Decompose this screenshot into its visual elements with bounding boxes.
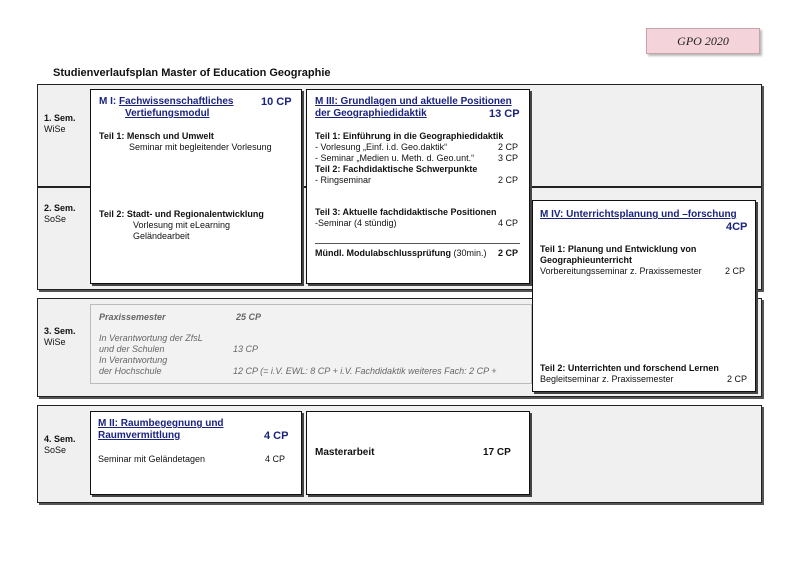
m4-teil1-item-cp: 2 CP: [725, 266, 746, 276]
module-m1-box: [90, 89, 302, 284]
praxissemester-box: [90, 304, 532, 384]
m1-teil2-sub1: Vorlesung mit eLearning: [133, 220, 231, 230]
praxis-zfsl-line1: In Verantwortung der ZfsL: [99, 333, 203, 343]
m1-title: M I: Fachwissenschaftliches: [99, 96, 234, 107]
m4-teil2-item-cp: 2 CP: [727, 374, 748, 384]
m2-cp: 4 CP: [264, 430, 289, 442]
module-m4-box: [532, 200, 756, 392]
m4-teil1-line2: Geographieunterricht: [540, 255, 633, 265]
m3-cp: 13 CP: [489, 108, 520, 120]
praxis-zfsl-line2: und der Schulen: [99, 344, 165, 354]
masterarbeit-label: Masterarbeit: [315, 447, 375, 458]
semester-label-2: 2. Sem. SoSe: [44, 203, 76, 224]
m3-item1-label: - Vorlesung „Einf. i.d. Geo.daktik“: [315, 142, 448, 152]
m3-title-line1: M III: Grundlagen und aktuelle Positionen: [315, 96, 512, 107]
module-m3-box: [306, 89, 530, 284]
semester-label-1: 1. Sem. WiSe: [44, 113, 76, 134]
praxis-cp: 25 CP: [236, 312, 262, 322]
m2-item-label: Seminar mit Geländetagen: [98, 454, 206, 464]
m3-exam: Mündl. Modulabschlussprüfung (30min.): [315, 248, 487, 258]
praxis-hs-line2: der Hochschule: [99, 366, 162, 376]
m1-teil2-sub2: Geländearbeit: [133, 231, 190, 241]
m2-title-line1: M II: Raumbegegnung und: [98, 418, 224, 429]
masterarbeit-box: [306, 411, 530, 495]
m4-cp: 4CP: [726, 221, 748, 233]
m3-teil3: Teil 3: Aktuelle fachdidaktische Positionen: [315, 207, 497, 217]
gpo-badge: GPO 2020: [646, 28, 760, 54]
m1-title-line2: Vertiefungsmodul: [125, 108, 210, 119]
m3-teil2: Teil 2: Fachdidaktische Schwerpunkte: [315, 164, 478, 174]
m1-teil2: Teil 2: Stadt- und Regionalentwicklung: [99, 209, 264, 219]
semester-label-4: 4. Sem. SoSe: [44, 434, 76, 455]
m3-title-line2: der Geographiedidaktik: [315, 108, 427, 119]
m3-exam-cp: 2 CP: [498, 248, 519, 258]
m4-teil2: Teil 2: Unterrichten und forschend Lernen: [540, 363, 719, 373]
m1-teil1: Teil 1: Mensch und Umwelt: [99, 131, 214, 141]
m3-divider: [315, 243, 520, 244]
praxis-zfsl-cp: 13 CP: [233, 344, 259, 354]
module-m2-box: [90, 411, 302, 495]
m3-item4-cp: 4 CP: [498, 218, 519, 228]
m2-title-line2: Raumvermittlung: [98, 430, 181, 441]
m3-item2-label: - Seminar „Medien u. Meth. d. Geo.unt.“: [315, 153, 475, 163]
semester-label-3: 3. Sem. WiSe: [44, 326, 76, 347]
m1-teil1-sub: Seminar mit begleitender Vorlesung: [129, 142, 272, 152]
page-title: Studienverlaufsplan Master of Education Geographie: [53, 67, 331, 79]
m3-item3-label: - Ringseminar: [315, 175, 372, 185]
m4-teil1-item-label: Vorbereitungsseminar z. Praxissemester: [540, 266, 702, 276]
masterarbeit-cp: 17 CP: [483, 447, 511, 458]
praxis-hs-line1: In Verantwortung: [99, 355, 168, 365]
m3-item2-cp: 3 CP: [498, 153, 519, 163]
m3-item3-cp: 2 CP: [498, 175, 519, 185]
praxis-hs-cp: 12 CP (= i.V. EWL: 8 CP + i.V. Fachdidaktik weiteres Fach: 2 CP +: [233, 366, 497, 376]
m3-item4-label: -Seminar (4 stündig): [315, 218, 397, 228]
m3-item1-cp: 2 CP: [498, 142, 519, 152]
praxis-title: Praxissemester: [99, 312, 166, 322]
m4-teil1-line1: Teil 1: Planung und Entwicklung von: [540, 244, 697, 254]
m2-item-cp: 4 CP: [265, 454, 286, 464]
m4-title: M IV: Unterrichtsplanung und –forschung: [540, 209, 737, 220]
m1-cp: 10 CP: [261, 96, 292, 108]
m3-teil1: Teil 1: Einführung in die Geographiedidaktik: [315, 131, 504, 141]
m4-teil2-item-label: Begleitseminar z. Praxissemester: [540, 374, 674, 384]
